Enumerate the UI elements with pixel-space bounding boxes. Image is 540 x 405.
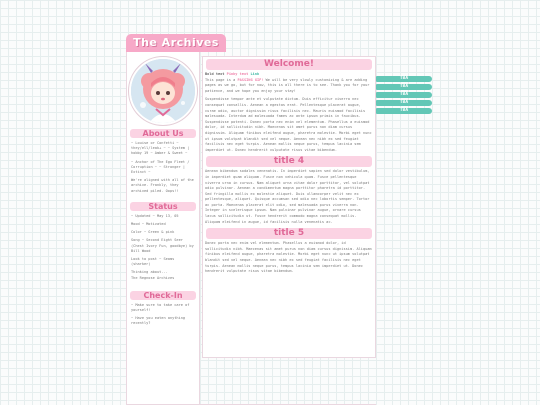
status-thinking-value: The Regnose Archives xyxy=(131,275,175,280)
sidebar xyxy=(126,52,200,405)
nav-item-4[interactable]: TBA xyxy=(376,100,432,106)
avatar xyxy=(129,57,197,125)
page-wrapper xyxy=(126,34,376,405)
main-content xyxy=(202,56,376,358)
nav-item-5[interactable]: TBA xyxy=(376,108,432,114)
nav-item-2[interactable]: TBA xyxy=(376,84,432,90)
intro-text xyxy=(205,72,373,94)
title4-heading: title 4 xyxy=(206,156,372,167)
status-song: Song ~ Second Eight Seer (Chest Ivory Fun, goodbye) by Bill Wood xyxy=(131,238,194,253)
intro-line: This page is a xyxy=(205,77,236,82)
status-look: Look to post ~ Seams (sharker) xyxy=(131,257,175,267)
intro-highlight: PASSING GIF! xyxy=(237,77,264,82)
paragraph-1: Suspendisse tempor ante et vulputate dictum. Duis efficitur viverra nec consequat convallis. Aenean a egestas erat. Pellentesque placerat augue, curae odio, auctor dignissim risus facilisis nec. Mauris euismod facilisis malesuada. Interdum ad malesuada fames ac ante ipsum primis in faucibus. Suspendisse potenti. Donec porta nec enim vel elementum. Phasellus a euismod dolor, id sollicitudin nibh. Maecenas sit amet purus non diam cursus dignissim. Aliquam finibus eleifend augue, pharetra molestie. Morbi eget nunc ut ipsum volutpat blandit sed vel neque. Aenean nec nibh ex sed feugiat facilisis nec eget turpis. Aenean mollis neque purus, tempus lacinia sem imperdiet ut. Donec hendrerit vulputate risus vitae bibendum. xyxy=(205,97,372,152)
about-text-2: ~ Anchor of The Ego Fleet / Corruption ~ ~ Stronger | Extinct ~ xyxy=(131,159,190,175)
paragraph-2: Aenean bibendum sodales venenatis. In imperdiet sapien sed dolor vestibulum, in imperdiet quam aliquam. Fusce non vehicula quam. Fusce pellentesque viverra urna in cursus. Nam aliquet urna vitae dolor porttitor, vel volutpat odio pulvinar. Aenean a condimentum magna porttitor pharetra id porttitor. Sed fringilla mollis ex molestie aliquet. Duis ullamcorper velit nec ex pellentesque, aliquet. Quisque accumsan sed odio nec lobortis semper. Tortor ac porta. Maecenas placerat elit odio, sed malesuada purus viverra non. Integer in scelerisque ipsum. Nam pulvinar pulvinar augue, ornare cursus lacus sollicitudin ut. Fusce hendrerit commodo magna consequat mollis. Aliquam eleifend in augue, id facilisis nulla venenatis ac. xyxy=(205,169,370,224)
welcome-heading: Welcome! xyxy=(206,59,372,70)
side-nav xyxy=(376,76,432,116)
status-mood: Mood ~ Motivated xyxy=(131,222,166,227)
nav-item-1[interactable]: TBA xyxy=(376,76,432,82)
intro-rest: We will be very slowly customizing & are adding pages as we go, but for now, this is all there is to see. Thank you for your patience, and we hope you enjoy your stay! xyxy=(205,77,370,93)
pink-haired-character-avatar-icon xyxy=(131,59,195,123)
site-title: The Archives xyxy=(126,34,226,52)
about-text-1: ~ Louise or Confetti ~ they/ell/leak+ ~ ~ System | hobby 19 ~ Amber & Sweet ~ xyxy=(131,141,190,156)
about-text-3: We're aligned with all of the archive. Frankly, they archived piled. Oops!! xyxy=(131,178,194,193)
nav-item-3[interactable]: TBA xyxy=(376,92,432,98)
status-thinking-label: Thinking about... xyxy=(131,270,168,275)
pinky-text: Pinky text xyxy=(226,72,249,76)
intro-link[interactable]: Link xyxy=(250,72,260,76)
status-heading: Status xyxy=(130,202,196,211)
about-heading: About Us xyxy=(130,129,196,138)
status-updated: ~ Updated ~ May 13, 05 xyxy=(131,213,179,218)
checkin-text-1: ~ Make sure to take care of yourself! xyxy=(131,302,190,313)
bold-text: Bold text xyxy=(205,72,225,76)
title5-heading: title 5 xyxy=(206,228,372,239)
checkin-heading: Check-In xyxy=(130,291,196,300)
paragraph-3: Donec porta nec enim vel elementum. Phasellus a euismod dolor, id sollicitudin nibh. Maecenas sit amet purus non diam cursus dignissim. Aliquam finibus eleifend augue, pharetra molestie. Morbi eget nunc ut ipsum volutpat blandit sed vel neque. Aenean nec nibh ex sed feugiat facilisis nec eget turpis. Aenean mollis neque purus, tempus lacinia sem imperdiet ut. Donec hendrerit vulputate risus vitae bibendum. xyxy=(205,241,372,274)
status-color: Color ~ Green & pink xyxy=(131,230,175,235)
checkin-text-2: ~ Have you eaten anything recently? xyxy=(131,316,186,326)
